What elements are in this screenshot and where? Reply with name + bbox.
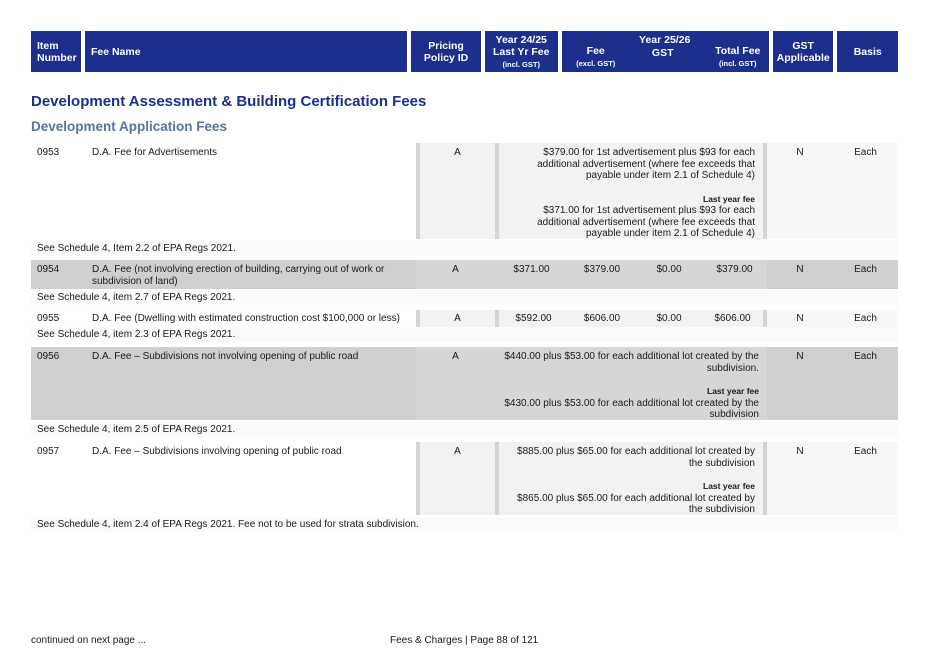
last-year-label: Last year fee	[703, 193, 755, 204]
basis: Each	[854, 351, 877, 362]
pricing-policy-id: A	[416, 143, 495, 239]
basis: Each	[833, 310, 898, 327]
last-year-label: Last year fee	[707, 386, 759, 396]
gst: $0.00	[656, 264, 682, 275]
last-yr-fee: $371.00	[513, 264, 550, 275]
header-fee-name: Fee Name	[85, 31, 411, 72]
header-fee-group	[562, 31, 630, 72]
header-basis: Basis	[837, 31, 898, 72]
fee-description-last-year: $865.00 plus $65.00 for each additional lot created by the subdivision	[517, 492, 755, 515]
gst-applicable: N	[796, 351, 804, 362]
table-row	[31, 347, 898, 420]
basis: Each	[854, 264, 877, 275]
fee-description-current: $379.00 for 1st advertisement plus $93 for each additional advertisement (where fee exceeds that payable under item 2.1 of Schedule 4)	[537, 147, 755, 181]
basis: Each	[833, 442, 898, 515]
row-note: See Schedule 4, item 2.5 of EPA Regs 2021.	[31, 422, 898, 437]
basis: Each	[833, 143, 898, 239]
header-item-number: Item Number	[31, 31, 85, 72]
table-row	[31, 260, 898, 289]
header-year-2425: Year 24/25	[495, 33, 547, 46]
header-gst-group	[630, 31, 696, 72]
row-note: See Schedule 4, item 2.3 of EPA Regs 2021.	[31, 327, 898, 342]
fee-description-current: $885.00 plus $65.00 for each additional lot created by the subdivision	[517, 446, 755, 469]
last-yr-fee: $592.00	[515, 313, 552, 324]
fee-name: D.A. Fee (not involving erection of building, carrying out of work or subdivision of land)	[92, 264, 385, 287]
gst-applicable: N	[767, 442, 833, 515]
pricing-policy-id: A	[416, 442, 495, 515]
pricing-policy-id: A	[416, 347, 495, 420]
header-gst-applicable: GST Applicable	[773, 31, 838, 72]
fee: $379.00	[583, 264, 621, 275]
sub-title: Development Application Fees	[31, 119, 228, 134]
fee-description-current: $440.00 plus $53.00 for each additional lot created by the subdivision.	[504, 351, 759, 374]
gst: $0.00	[656, 313, 682, 324]
table-header	[31, 31, 898, 72]
header-last-yr-fee: Last Yr Fee	[493, 45, 550, 58]
total-fee: $379.00	[716, 264, 753, 275]
fee-description-last-year: $430.00 plus $53.00 for each additional lot created by the subdivision	[504, 397, 759, 420]
fee-description	[495, 143, 767, 239]
row-note: See Schedule 4, Item 2.2 of EPA Regs 2021.	[31, 241, 898, 256]
pricing-policy-id: A	[416, 310, 495, 327]
last-year-label: Last year fee	[703, 481, 755, 491]
fee: $606.00	[583, 313, 621, 324]
pricing-policy-id: A	[416, 260, 495, 289]
header-total-fee-note: (incl. GST)	[718, 58, 757, 68]
header-fee-note: (excl. GST)	[576, 58, 616, 68]
item-number: 0954	[37, 264, 60, 275]
header-last-yr-fee-note: (incl. GST)	[502, 59, 540, 69]
fee-name: D.A. Fee – Subdivisions not involving opening of public road	[92, 351, 359, 362]
item-number: 0953	[31, 143, 86, 239]
gst-applicable: N	[767, 143, 833, 239]
header-fee: Fee	[586, 44, 605, 57]
gst-applicable: N	[796, 264, 804, 275]
header-gst: GST	[651, 46, 674, 59]
fee-name: D.A. Fee for Advertisements	[86, 143, 416, 239]
fee-description-last-year: $371.00 for 1st advertisement plus $93 for each additional advertisement (where fee exceeds that payable under item 2.1 of Schedule 4)	[537, 205, 755, 239]
section-title: Development Assessment & Building Certification Fees	[31, 93, 427, 110]
header-years	[485, 31, 773, 72]
row-note: See Schedule 4, item 2.4 of EPA Regs 2021. Fee not to be used for strata subdivision.	[31, 517, 898, 532]
fee-description	[495, 442, 767, 515]
fee-name: D.A. Fee (Dwelling with estimated construction cost $100,000 or less)	[86, 310, 416, 327]
row-note: See Schedule 4, item 2.7 of EPA Regs 2021.	[31, 290, 898, 305]
header-year-2526: Year 25/26	[639, 34, 691, 46]
gst-applicable: N	[767, 310, 833, 327]
header-total-fee: Total Fee	[715, 44, 761, 57]
table-row	[31, 310, 898, 327]
item-number: 0956	[37, 351, 60, 362]
fee-name: D.A. Fee – Subdivisions involving opening of public road	[86, 442, 416, 515]
header-last-yr-group	[485, 31, 558, 72]
fee-description	[495, 347, 767, 420]
page-number: Fees & Charges | Page 88 of 121	[390, 635, 539, 646]
header-total-fee-group	[696, 31, 780, 72]
table-row	[31, 143, 898, 239]
item-number: 0957	[31, 442, 86, 515]
header-pricing-policy-id: Pricing Policy ID	[411, 31, 484, 72]
table-row	[31, 442, 898, 515]
total-fee: $606.00	[714, 313, 751, 324]
item-number: 0955	[31, 310, 86, 327]
continued-note: continued on next page ...	[31, 635, 147, 646]
